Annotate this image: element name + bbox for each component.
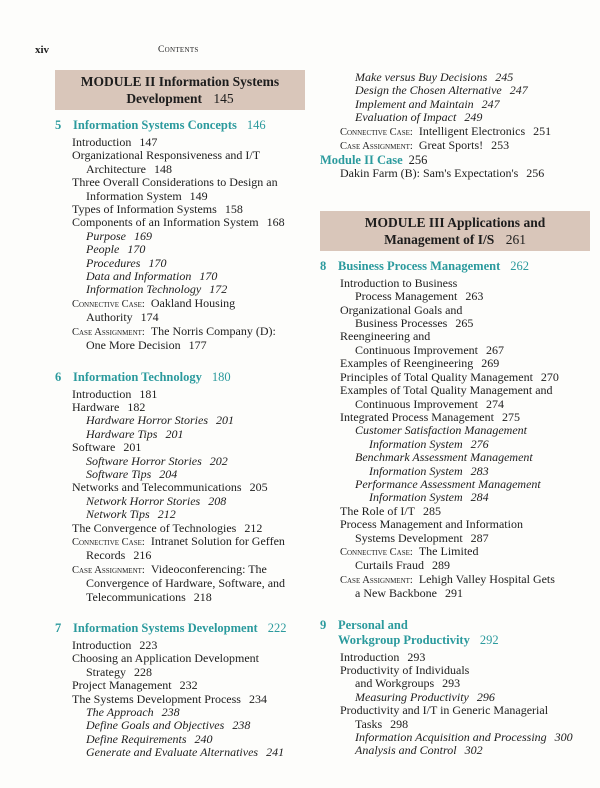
entry-title: Examples of Total Quality Management and	[340, 383, 553, 398]
entry-title: People	[86, 242, 120, 257]
entry-title: The Convergence of Technologies	[72, 520, 237, 535]
entry-page: 238	[232, 718, 251, 733]
entry-page: 270	[540, 369, 559, 384]
entry-label: Case Assignment:	[72, 326, 145, 338]
toc-entry	[55, 455, 305, 468]
entry-page: 201	[165, 426, 184, 441]
module-title-line2	[320, 231, 590, 248]
entry-label: Connective Case:	[340, 126, 413, 138]
module-title: MODULE III Applications and	[364, 214, 546, 230]
entry-title: Process Management	[355, 289, 458, 304]
entry-page: 232	[179, 678, 198, 693]
entry-page: 148	[153, 161, 172, 176]
toc-entry	[320, 465, 590, 478]
entry-page: 223	[139, 638, 158, 652]
running-head: Contents	[158, 45, 199, 55]
entry-page: 274	[486, 396, 504, 411]
entry-title: Productivity and I/T in Generic Managerial	[340, 703, 549, 718]
module-heading	[320, 211, 590, 251]
entry-title: Software Horror Stories	[86, 453, 202, 468]
entry-page: 302	[464, 743, 483, 758]
toc-entry	[55, 149, 305, 162]
entry-page: 212	[157, 507, 176, 522]
entry-page: 240	[194, 731, 213, 746]
entry-label: Connective Case:	[340, 546, 413, 558]
entry-title: Business Processes	[355, 316, 448, 331]
entry-page: 283	[470, 463, 489, 478]
entry-page: 170	[199, 269, 218, 284]
entry-title: Productivity of Individuals	[340, 663, 470, 677]
toc-entry	[55, 549, 305, 562]
toc-entry	[320, 167, 590, 180]
chapter-page: 262	[510, 258, 530, 273]
module-page: 145	[213, 91, 234, 106]
toc-entry	[55, 746, 305, 759]
toc-entry	[320, 559, 590, 572]
chapter-number: 5	[55, 118, 62, 132]
entry-title: The Systems Development Process	[72, 691, 241, 706]
entry-page: 170	[148, 255, 167, 270]
toc-entry	[320, 505, 590, 518]
toc-entry	[55, 693, 305, 706]
chapter-title: Personal and	[338, 617, 408, 632]
entry-label: Case Assignment:	[340, 574, 413, 586]
entry-title: Introduction to Business	[340, 275, 458, 290]
entry-title: a New Backbone	[355, 586, 437, 601]
entry-title: and Workgroups	[355, 676, 435, 691]
entry-page: 147	[139, 135, 158, 149]
entry-page: 298	[390, 716, 409, 731]
entry-title: Curtails Fraud	[355, 558, 424, 573]
toc-entry	[320, 290, 590, 303]
entry-page: 205	[249, 480, 268, 495]
entry-title: Information Acquisition and Processing	[355, 730, 547, 745]
entry-page: 149	[189, 188, 208, 203]
entry-title: Intranet Solution for Geffen	[150, 533, 285, 548]
toc-entry	[55, 339, 305, 352]
entry-title: Intelligent Electronics	[418, 123, 526, 138]
entry-title: Records	[86, 548, 126, 563]
toc-entry	[320, 330, 590, 343]
entry-label: Connective Case:	[72, 536, 145, 548]
entry-title: Telecommunications	[86, 589, 186, 604]
entry-page: 289	[432, 558, 450, 573]
toc-entry	[55, 522, 305, 535]
chapter-title-rest: Workgroup Productivity	[338, 632, 470, 647]
toc-entry	[55, 719, 305, 732]
entry-title: Hardware Horror Stories	[86, 413, 209, 428]
toc-entry	[55, 190, 305, 203]
entry-title: Define Goals and Objectives	[86, 718, 225, 733]
entry-title: Continuous Improvement	[355, 342, 478, 357]
toc-entry	[320, 424, 590, 437]
entry-title: Benchmark Assessment Management	[355, 450, 533, 465]
toc-entry	[320, 371, 590, 384]
toc-entry	[55, 508, 305, 521]
entry-title: Data and Information	[86, 269, 192, 284]
entry-page: 182	[127, 399, 146, 414]
entry-page: 263	[465, 289, 484, 304]
toc-entry	[55, 495, 305, 508]
entry-title: Strategy	[86, 664, 126, 679]
toc-entry	[320, 398, 590, 411]
toc-entry	[320, 587, 590, 600]
chapter-page: 180	[211, 369, 231, 384]
toc-entry	[55, 706, 305, 719]
toc-entry	[55, 481, 305, 494]
toc-entry	[55, 243, 305, 256]
toc-entry	[320, 304, 590, 317]
toc-entry	[320, 344, 590, 357]
module-title-line2	[55, 90, 305, 107]
entry-page: 170	[127, 242, 146, 257]
entry-title: Network Tips	[86, 507, 150, 522]
toc-entry	[320, 438, 590, 451]
entry-title: Network Horror Stories	[86, 493, 201, 508]
chapter-heading	[320, 259, 590, 274]
toc-entry	[55, 733, 305, 746]
toc-entry	[55, 666, 305, 679]
entry-title: The Limited	[418, 543, 479, 558]
module-title-rest: Management of I/S	[384, 231, 495, 247]
chapter-heading	[320, 618, 590, 648]
entry-title: Architecture	[86, 161, 146, 176]
entry-title: Information System	[369, 436, 463, 451]
module-heading	[55, 70, 305, 110]
toc-entry	[55, 428, 305, 441]
entry-title: Reengineering and	[340, 329, 431, 344]
spacer	[55, 353, 305, 370]
entry-title: Introduction	[72, 386, 132, 401]
toc-entry	[320, 744, 590, 757]
entry-page: 247	[481, 96, 500, 111]
entry-title: Examples of Reengineering	[340, 356, 474, 371]
entry-page: 208	[208, 493, 227, 508]
toc-entry	[320, 411, 590, 424]
toc-entry	[55, 311, 305, 324]
entry-title: Measuring Productivity	[355, 689, 469, 704]
entry-page: 296	[476, 689, 495, 704]
chapter-title: Information Systems Development	[73, 621, 258, 635]
entry-title: The Role of I/T	[340, 503, 415, 518]
entry-title: Continuous Improvement	[355, 396, 478, 411]
entry-title: Design the Chosen Alternative	[355, 83, 502, 98]
entry-title: Great Sports!	[418, 138, 484, 153]
case-page: 256	[408, 153, 428, 168]
toc-entry	[320, 651, 590, 664]
entry-title: Information System	[369, 463, 463, 478]
entry-page: 201	[123, 440, 142, 455]
chapter-title-line2	[338, 633, 590, 648]
toc-entry	[55, 230, 305, 243]
toc-entry	[55, 563, 305, 577]
entry-title: Information Technology	[86, 282, 202, 297]
entry-title: Integrated Process Management	[340, 409, 494, 424]
entry-page: 202	[209, 453, 228, 468]
chapter-heading	[55, 118, 305, 133]
entry-page: 228	[134, 664, 152, 679]
toc-entry	[320, 125, 590, 139]
entry-page: 216	[133, 548, 152, 563]
chapter-title: Information Technology	[73, 369, 202, 384]
toc-entry	[320, 84, 590, 97]
chapter-number: 9	[320, 617, 327, 632]
chapter-page: 222	[267, 621, 287, 635]
entry-page: 177	[188, 338, 207, 353]
entry-title: Customer Satisfaction Management	[355, 423, 527, 438]
entry-page: 204	[159, 466, 178, 481]
entry-title: Principles of Total Quality Management	[340, 369, 533, 384]
toc-entry	[320, 677, 590, 690]
entry-title: Hardware	[72, 399, 120, 414]
entry-title: Procedures	[86, 255, 141, 270]
entry-page: 218	[193, 589, 212, 604]
toc-entry	[55, 257, 305, 270]
toc-entry	[55, 401, 305, 414]
entry-title: Oakland Housing	[150, 295, 236, 310]
page-number: xiv	[35, 44, 50, 56]
entry-page: 247	[509, 83, 528, 98]
entry-page: 269	[481, 356, 500, 371]
entry-title: The Norris Company (D):	[150, 323, 276, 338]
toc-entry	[55, 652, 305, 665]
entry-title: Information System	[86, 188, 182, 203]
toc-entry	[55, 468, 305, 481]
entry-page: 293	[442, 676, 461, 691]
entry-page: 293	[407, 649, 426, 664]
entry-title: Define Requirements	[86, 731, 187, 746]
toc-entry	[55, 163, 305, 176]
toc-entry	[55, 325, 305, 339]
spacer	[55, 604, 305, 621]
entry-page: 241	[266, 745, 285, 760]
entry-title: Choosing an Application Development	[72, 651, 259, 666]
entry-page: 174	[140, 310, 159, 325]
toc-right-column	[320, 71, 590, 758]
entry-title: The Approach	[86, 705, 154, 720]
toc-entry	[320, 71, 590, 84]
toc-entry	[55, 203, 305, 216]
toc-entry	[320, 384, 590, 397]
toc-entry	[55, 216, 305, 229]
toc-entry	[55, 591, 305, 604]
entry-title: Introduction	[72, 135, 132, 149]
entry-page: 169	[134, 228, 152, 243]
entry-title: Introduction	[340, 649, 400, 664]
chapter-heading	[55, 370, 305, 385]
toc-entry	[320, 691, 590, 704]
entry-title: Organizational Goals and	[340, 302, 463, 317]
spacer	[320, 181, 590, 211]
entry-title: Videoconferencing: The	[150, 561, 267, 576]
entry-title: Hardware Tips	[86, 426, 158, 441]
toc-entry	[55, 270, 305, 283]
entry-page: 265	[455, 316, 474, 331]
toc-entry	[320, 357, 590, 370]
entry-page: 253	[491, 138, 510, 153]
entry-title: Types of Information Systems	[72, 202, 217, 217]
toc-entry	[320, 664, 590, 677]
toc-entry	[320, 545, 590, 559]
toc-entry	[55, 414, 305, 427]
entry-page: 168	[266, 215, 285, 230]
entry-page: 291	[444, 586, 463, 601]
entry-title: Convergence of Hardware, Software, and	[86, 576, 286, 591]
entry-label: Case Assignment:	[340, 141, 413, 153]
entry-page: 300	[554, 730, 573, 745]
toc-entry	[320, 491, 590, 504]
entry-page: 245	[495, 70, 514, 84]
toc-entry	[320, 704, 590, 717]
toc-entry	[320, 518, 590, 531]
toc-entry	[55, 297, 305, 311]
toc-entry	[55, 283, 305, 296]
toc-entry	[320, 98, 590, 111]
entry-title: Lehigh Valley Hospital Gets	[418, 571, 555, 586]
toc-entry	[320, 317, 590, 330]
toc-entry	[55, 388, 305, 401]
chapter-page: 146	[246, 118, 266, 132]
toc-entry	[320, 731, 590, 744]
entry-title: Generate and Evaluate Alternatives	[86, 745, 259, 760]
toc-entry	[320, 573, 590, 587]
toc-entry	[55, 679, 305, 692]
toc-entry	[55, 577, 305, 590]
entry-page: 172	[209, 282, 228, 297]
toc-entry	[55, 176, 305, 189]
chapter-number: 6	[55, 369, 62, 384]
module-page: 261	[505, 231, 526, 247]
entry-title: Process Management and Information	[340, 517, 523, 532]
entry-title: One More Decision	[86, 338, 181, 353]
toc-left-column	[55, 70, 305, 760]
spacer	[320, 601, 590, 618]
module-title-rest: Development	[126, 91, 203, 106]
entry-title: Analysis and Control	[355, 743, 457, 758]
entry-page: 285	[422, 503, 441, 518]
toc-entry	[320, 139, 590, 153]
entry-title: Make versus Buy Decisions	[355, 70, 488, 84]
toc-entry	[320, 277, 590, 290]
chapter-title: Information Systems Concepts	[73, 118, 237, 132]
entry-page: 212	[244, 520, 263, 535]
chapter-page: 292	[479, 632, 499, 647]
entry-page: 201	[216, 413, 235, 428]
chapter-number: 7	[55, 621, 62, 635]
entry-title: Systems Development	[355, 530, 463, 545]
entry-label: Connective Case:	[72, 298, 145, 310]
entry-title: Organizational Responsiveness and I/T	[72, 148, 261, 163]
entry-title: Software Tips	[86, 466, 152, 481]
case-title: Module II Case	[320, 153, 403, 168]
entry-page: 256	[526, 166, 545, 181]
entry-title: Three Overall Considerations to Design an	[72, 175, 278, 190]
entry-title: Authority	[86, 310, 133, 325]
entry-title: Software	[72, 440, 116, 455]
chapter-number: 8	[320, 258, 327, 273]
entry-page: 181	[139, 386, 158, 401]
entry-page: 234	[248, 691, 267, 706]
entry-page: 249	[464, 110, 483, 125]
entry-page: 276	[470, 436, 489, 451]
entry-label: Case Assignment:	[72, 564, 145, 576]
entry-title: Performance Assessment Management	[355, 476, 541, 491]
entry-title: Tasks	[355, 716, 383, 731]
toc-entry	[55, 136, 305, 149]
entry-title: Dakin Farm (B): Sam's Expectation's	[340, 166, 519, 181]
toc-entry	[320, 478, 590, 491]
entry-page: 267	[486, 342, 504, 357]
chapter-heading	[55, 621, 305, 636]
entry-title: Introduction	[72, 638, 132, 652]
entry-title: Networks and Telecommunications	[72, 480, 242, 495]
entry-title: Information System	[369, 490, 463, 505]
entry-page: 238	[161, 705, 180, 720]
toc-entry	[320, 532, 590, 545]
toc-entry	[320, 111, 590, 124]
module-case-heading	[320, 153, 590, 167]
toc-entry	[320, 718, 590, 731]
toc-entry	[55, 535, 305, 549]
module-title: MODULE II Information Systems	[80, 74, 280, 89]
entry-page: 275	[501, 409, 520, 424]
entry-title: Implement and Maintain	[355, 96, 474, 111]
toc-entry	[320, 451, 590, 464]
entry-title: Evaluation of Impact	[355, 110, 457, 125]
entry-page: 251	[533, 123, 552, 138]
entry-page: 284	[470, 490, 489, 505]
entry-title: Project Management	[72, 678, 172, 693]
entry-title: Components of an Information System	[72, 215, 259, 230]
toc-entry	[55, 639, 305, 652]
toc-entry	[55, 441, 305, 454]
entry-page: 287	[470, 530, 489, 545]
entry-page: 158	[224, 202, 243, 217]
entry-title: Purpose	[86, 228, 126, 243]
chapter-title: Business Process Management	[338, 258, 501, 273]
